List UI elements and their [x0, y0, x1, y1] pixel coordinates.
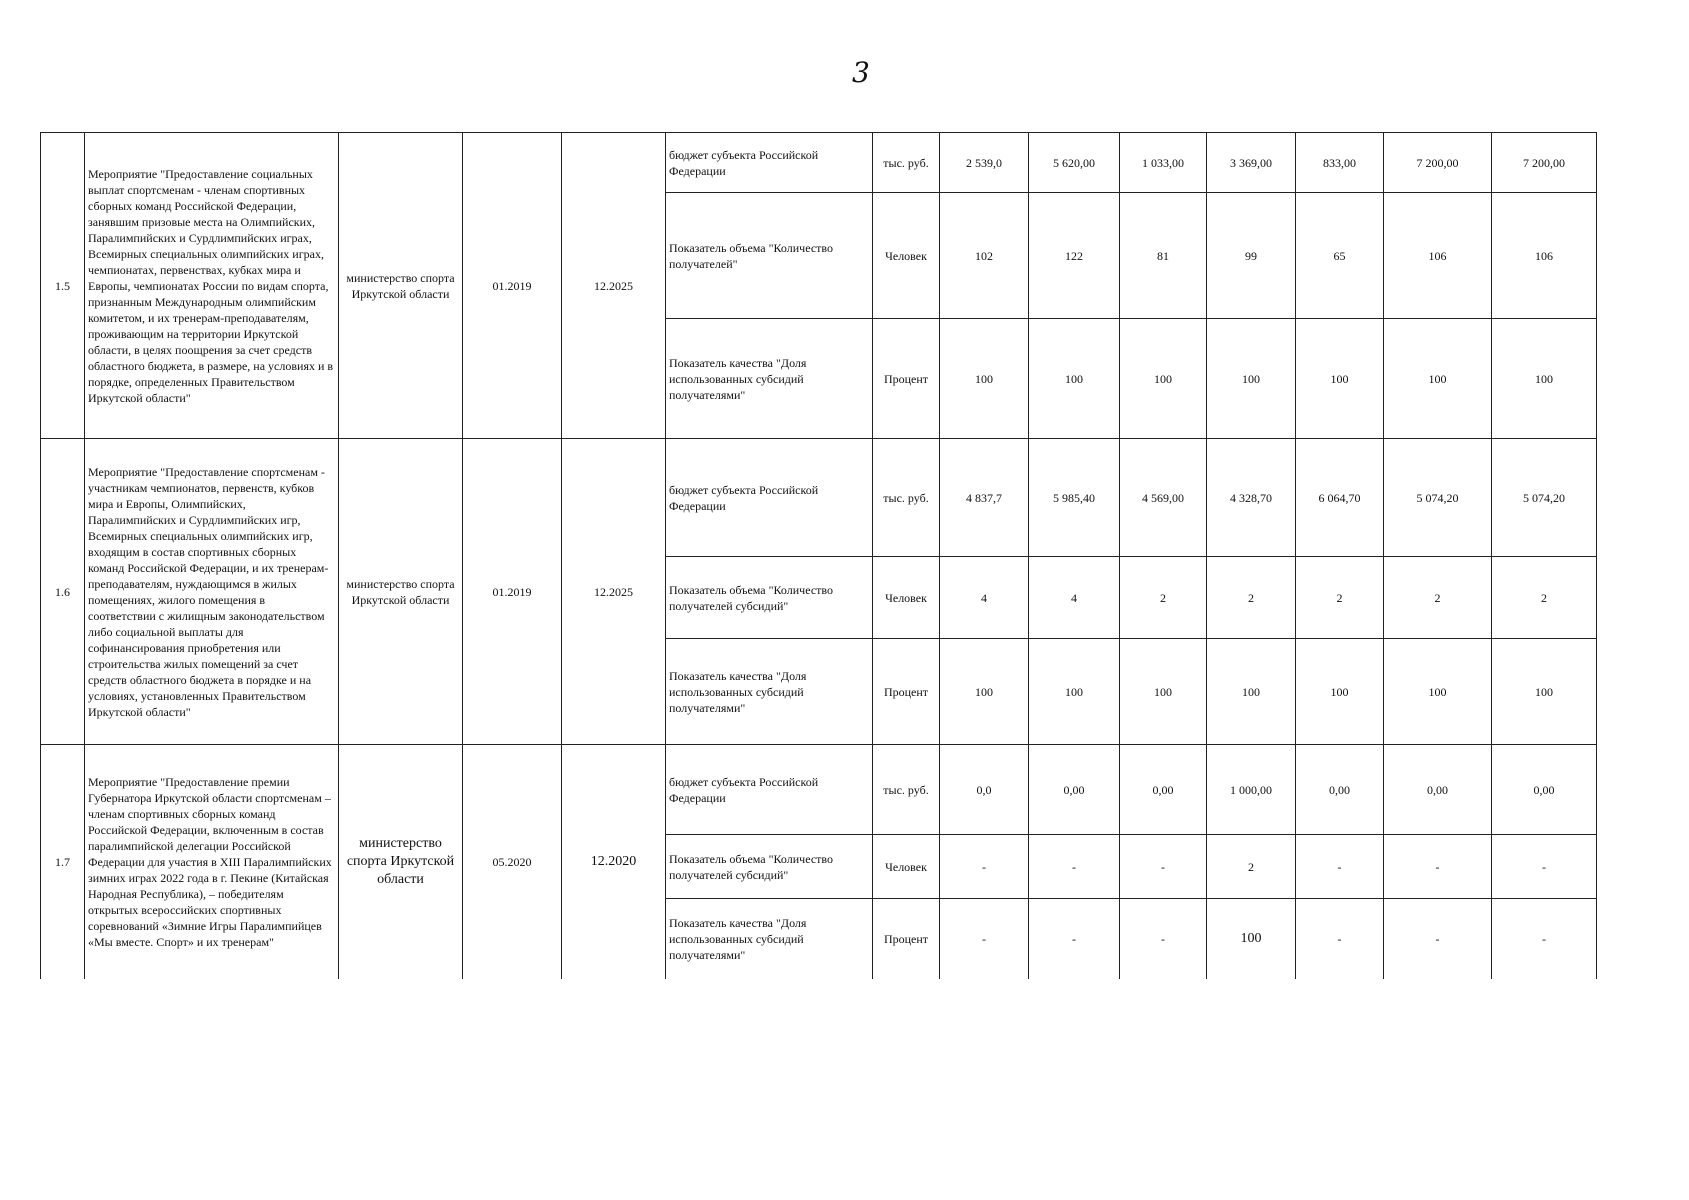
- value-cell: 100: [940, 319, 1029, 439]
- value-cell: 81: [1120, 193, 1207, 319]
- indicator-unit: тыс. руб.: [873, 133, 940, 193]
- start-date: 05.2020: [463, 745, 562, 979]
- value-cell: 1 000,00: [1207, 745, 1296, 835]
- value-cell: -: [1384, 835, 1492, 899]
- value-cell: 2: [1120, 557, 1207, 639]
- indicator-name: бюджет субъекта Российской Федерации: [666, 133, 873, 193]
- value-cell: 102: [940, 193, 1029, 319]
- end-date: 12.2025: [562, 133, 666, 439]
- value-cell: 7 200,00: [1384, 133, 1492, 193]
- value-cell: 1 033,00: [1120, 133, 1207, 193]
- value-cell: -: [1492, 835, 1597, 899]
- value-cell: -: [1029, 835, 1120, 899]
- value-cell: -: [1120, 835, 1207, 899]
- indicator-unit: Человек: [873, 835, 940, 899]
- value-cell: 2: [1207, 835, 1296, 899]
- value-cell: -: [1296, 899, 1384, 979]
- value-cell: 100: [1120, 319, 1207, 439]
- value-cell: 5 074,20: [1384, 439, 1492, 557]
- value-cell: 99: [1207, 193, 1296, 319]
- indicator-unit: Процент: [873, 319, 940, 439]
- executor: министерство спорта Иркутской области: [339, 133, 463, 439]
- value-cell: 4: [1029, 557, 1120, 639]
- value-cell: 4 837,7: [940, 439, 1029, 557]
- measure-description: Мероприятие "Предоставление спортсменам - участникам чемпионатов, первенств, кубков мира и Европы, Олимпийских, Паралимпийских и Сурдлимпийских игр, Всемирных специальных олимпийских игр, входящим в состав спортивных сборных команд Российской Федерации, и их тренерам-преподавателям, нуждающимся в жилых помещениях, жилого помещения в соответствии с жилищным законодательством либо социальной выплаты для софинансирования приобретения или строительства жилых помещений за счет средств областного бюджета в порядке и на условиях, установленных Правительством Иркутской области": [85, 439, 339, 745]
- value-cell: 122: [1029, 193, 1120, 319]
- indicator-unit: тыс. руб.: [873, 439, 940, 557]
- value-cell: 2 539,0: [940, 133, 1029, 193]
- executor: министерство спорта Иркутской области: [339, 439, 463, 745]
- value-cell: 6 064,70: [1296, 439, 1384, 557]
- value-cell: 2: [1492, 557, 1597, 639]
- value-cell: -: [1384, 899, 1492, 979]
- program-table: [40, 132, 1597, 979]
- value-cell: 4 569,00: [1120, 439, 1207, 557]
- value-cell: -: [1029, 899, 1120, 979]
- indicator-name: Показатель объема "Количество получателей субсидий": [666, 835, 873, 899]
- row-number: 1.5: [41, 133, 85, 439]
- executor: министерство спорта Иркутской области: [339, 745, 463, 979]
- page-number: 3: [852, 56, 870, 89]
- value-cell: 100: [1029, 319, 1120, 439]
- indicator-name: бюджет субъекта Российской Федерации: [666, 745, 873, 835]
- table-row: [41, 439, 1597, 557]
- value-cell: 0,00: [1492, 745, 1597, 835]
- table-row: [41, 745, 1597, 835]
- value-cell: 0,00: [1384, 745, 1492, 835]
- measure-description: Мероприятие "Предоставление премии Губернатора Иркутской области спортсменам – членам спортивных сборных команд Российской Федерации, включенным в состав паралимпийской делегации Российской Федерации для участия в XIII Паралимпийских зимних играх 2022 года в г. Пекине (Китайская Народная Республика), – победителям открытых всероссийских спортивных соревнований «Зимние Игры Паралимпийцев «Мы вместе. Спорт» и их тренерам": [85, 745, 339, 979]
- value-cell: 65: [1296, 193, 1384, 319]
- value-cell: 0,00: [1120, 745, 1207, 835]
- end-date: 12.2025: [562, 439, 666, 745]
- end-date: 12.2020: [562, 745, 666, 979]
- value-cell: 2: [1207, 557, 1296, 639]
- value-cell: 3 369,00: [1207, 133, 1296, 193]
- indicator-name: Показатель качества "Доля использованных субсидий получателями": [666, 319, 873, 439]
- indicator-unit: Человек: [873, 557, 940, 639]
- table-body: [41, 133, 1597, 979]
- table-row: [41, 133, 1597, 193]
- value-cell: -: [940, 835, 1029, 899]
- indicator-unit: Человек: [873, 193, 940, 319]
- value-cell: 100: [1296, 319, 1384, 439]
- row-number: 1.7: [41, 745, 85, 979]
- value-cell: 100: [1207, 639, 1296, 745]
- indicator-name: Показатель качества "Доля использованных субсидий получателями": [666, 639, 873, 745]
- value-cell: -: [1120, 899, 1207, 979]
- value-cell: 5 620,00: [1029, 133, 1120, 193]
- measure-description: Мероприятие "Предоставление социальных выплат спортсменам - членам спортивных сборных команд Российской Федерации, занявшим призовые места на Олимпийских, Паралимпийских и Сурдлимпийских играх, Всемирных специальных олимпийских играх, чемпионатах, первенствах, кубках мира и Европы, чемпионатах России по видам спорта, признанным Международным олимпийским комитетом, и их тренерам-преподавателям, проживающим на территории Иркутской области, в целях поощрения за счет средств областного бюджета, в размере, на условиях и в порядке, определенных Правительством Иркутской области": [85, 133, 339, 439]
- value-cell: 100: [1207, 899, 1296, 979]
- value-cell: 833,00: [1296, 133, 1384, 193]
- value-cell: 100: [1029, 639, 1120, 745]
- value-cell: 100: [1120, 639, 1207, 745]
- value-cell: 100: [1207, 319, 1296, 439]
- value-cell: 100: [940, 639, 1029, 745]
- indicator-name: Показатель объема "Количество получателей": [666, 193, 873, 319]
- value-cell: -: [1492, 899, 1597, 979]
- indicator-name: Показатель качества "Доля использованных субсидий получателями": [666, 899, 873, 979]
- value-cell: 106: [1384, 193, 1492, 319]
- value-cell: 2: [1384, 557, 1492, 639]
- value-cell: 0,0: [940, 745, 1029, 835]
- value-cell: 2: [1296, 557, 1384, 639]
- value-cell: -: [940, 899, 1029, 979]
- indicator-name: бюджет субъекта Российской Федерации: [666, 439, 873, 557]
- value-cell: 106: [1492, 193, 1597, 319]
- row-number: 1.6: [41, 439, 85, 745]
- value-cell: 7 200,00: [1492, 133, 1597, 193]
- value-cell: 100: [1384, 639, 1492, 745]
- value-cell: 100: [1384, 319, 1492, 439]
- value-cell: 5 985,40: [1029, 439, 1120, 557]
- value-cell: 5 074,20: [1492, 439, 1597, 557]
- start-date: 01.2019: [463, 439, 562, 745]
- value-cell: 4: [940, 557, 1029, 639]
- start-date: 01.2019: [463, 133, 562, 439]
- value-cell: -: [1296, 835, 1384, 899]
- value-cell: 0,00: [1029, 745, 1120, 835]
- indicator-name: Показатель объема "Количество получателей субсидий": [666, 557, 873, 639]
- value-cell: 100: [1296, 639, 1384, 745]
- value-cell: 0,00: [1296, 745, 1384, 835]
- indicator-unit: Процент: [873, 899, 940, 979]
- value-cell: 100: [1492, 319, 1597, 439]
- indicator-unit: тыс. руб.: [873, 745, 940, 835]
- value-cell: 100: [1492, 639, 1597, 745]
- value-cell: 4 328,70: [1207, 439, 1296, 557]
- indicator-unit: Процент: [873, 639, 940, 745]
